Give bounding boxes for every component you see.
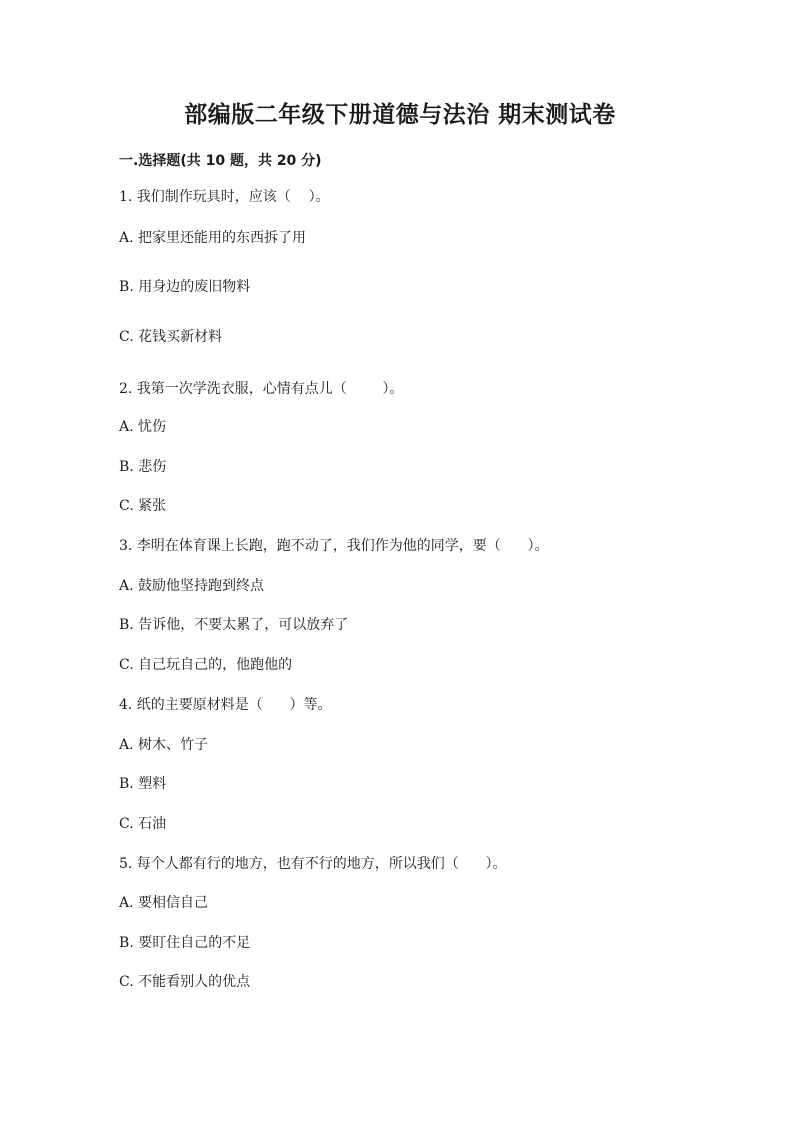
question-2-option-b: B. 悲伤 xyxy=(119,459,167,475)
question-5-option-a: A. 要相信自己 xyxy=(119,895,209,911)
page-title: 部编版二年级下册道德与法治 期末测试卷 xyxy=(184,102,616,128)
question-1-stem: 1. 我们制作玩具时，应该（ ）。 xyxy=(119,189,330,205)
question-5-option-c: C. 不能看别人的优点 xyxy=(119,974,251,990)
question-4-stem: 4. 纸的主要原材料是（ ）等。 xyxy=(119,697,332,713)
question-3-option-c: C. 自己玩自己的，他跑他的 xyxy=(119,657,293,673)
question-2-option-c: C. 紧张 xyxy=(119,498,167,514)
question-3-option-a: A. 鼓励他坚持跑到终点 xyxy=(119,578,265,594)
question-5-stem: 5. 每个人都有行的地方，也有不行的地方，所以我们（ ）。 xyxy=(119,856,507,872)
section-heading: 一.选择题(共 10 题，共 20 分) xyxy=(119,153,322,169)
question-2-option-a: A. 忧伤 xyxy=(119,419,167,435)
question-1-option-c: C. 花钱买新材料 xyxy=(119,329,223,345)
question-4-option-c: C. 石油 xyxy=(119,816,167,832)
question-3-stem: 3. 李明在体育课上长跑，跑不动了，我们作为他的同学，要（ ）。 xyxy=(119,538,549,554)
question-5-option-b: B. 要盯住自己的不足 xyxy=(119,935,251,951)
question-1-option-b: B. 用身边的废旧物料 xyxy=(119,279,251,295)
question-4-option-a: A. 树木、竹子 xyxy=(119,737,209,753)
question-1-option-a: A. 把家里还能用的东西拆了用 xyxy=(119,230,307,246)
question-4-option-b: B. 塑料 xyxy=(119,776,167,792)
question-3-option-b: B. 告诉他，不要太累了，可以放弃了 xyxy=(119,617,349,633)
question-2-stem: 2. 我第一次学洗衣服，心情有点儿（ ）。 xyxy=(119,381,404,397)
